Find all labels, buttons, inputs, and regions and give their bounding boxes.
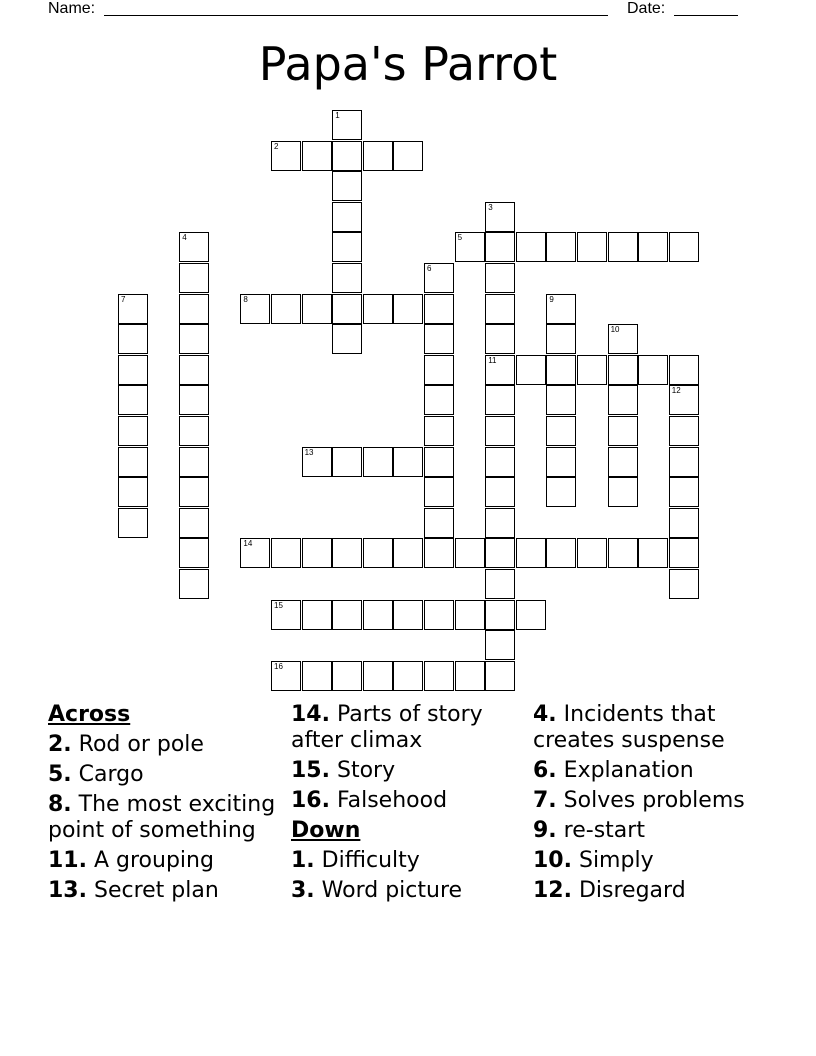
grid-cell[interactable] [179, 263, 209, 293]
grid-cell[interactable] [669, 385, 699, 415]
grid-cell[interactable] [608, 324, 638, 354]
clue-number: 7. [533, 788, 557, 813]
clue-text: A grouping [93, 848, 214, 873]
grid-cell[interactable] [240, 294, 270, 324]
clue-number: 9. [533, 818, 557, 843]
grid-cell[interactable] [332, 263, 362, 293]
cell-number: 8 [243, 294, 248, 304]
grid-cell[interactable] [302, 661, 332, 691]
grid-cell[interactable] [118, 355, 148, 385]
cell-number: 13 [304, 447, 314, 457]
clue-number: 4. [533, 702, 557, 727]
clue-across-13 [48, 878, 282, 904]
grid-cell[interactable] [179, 232, 209, 262]
grid-cell[interactable] [302, 141, 332, 171]
grid-cell[interactable] [455, 538, 485, 568]
grid-cell[interactable] [485, 263, 515, 293]
clue-number: 15. [291, 758, 330, 783]
grid-cell[interactable] [363, 447, 393, 477]
grid-cell[interactable] [332, 447, 362, 477]
clue-number: 5. [48, 762, 72, 787]
clue-number: 1. [291, 848, 315, 873]
grid-cell[interactable] [332, 171, 362, 201]
grid-cell[interactable] [118, 477, 148, 507]
grid-cell[interactable] [546, 477, 576, 507]
grid-cell[interactable] [332, 110, 362, 140]
cell-number: 3 [488, 202, 493, 212]
grid-cell[interactable] [332, 600, 362, 630]
grid-cell[interactable] [332, 294, 362, 324]
cell-number: 11 [488, 355, 497, 365]
grid-cell[interactable] [424, 355, 454, 385]
cell-number: 7 [121, 294, 126, 304]
clue-text: Rod or pole [78, 732, 204, 757]
clue-column-2 [291, 702, 525, 908]
cell-number: 5 [457, 233, 463, 243]
grid-cell[interactable] [393, 600, 423, 630]
grid-cell[interactable] [546, 447, 576, 477]
grid-cell[interactable] [424, 324, 454, 354]
date-label: Date: [627, 0, 666, 17]
clue-number: 16. [291, 788, 330, 813]
clue-number: 13. [48, 878, 87, 903]
grid-cell[interactable] [240, 538, 270, 568]
clue-text: Difficulty [321, 848, 420, 873]
grid-cell[interactable] [118, 324, 148, 354]
grid-cell[interactable] [424, 538, 454, 568]
grid-cell[interactable] [455, 661, 485, 691]
grid-cell[interactable] [485, 202, 515, 232]
grid-cell[interactable] [271, 661, 301, 691]
grid-cell[interactable] [546, 416, 576, 446]
grid-cell[interactable] [332, 324, 362, 354]
clue-down-12 [533, 878, 767, 904]
cell-number: 15 [274, 600, 283, 610]
grid-cell[interactable] [485, 661, 515, 691]
grid-cell[interactable] [179, 416, 209, 446]
clue-column-1 [48, 702, 282, 908]
grid-cell[interactable] [332, 661, 362, 691]
grid-cell[interactable] [179, 385, 209, 415]
grid-cell[interactable] [485, 324, 515, 354]
grid-cell[interactable] [179, 355, 209, 385]
clue-text: Incidents that creates suspense [533, 702, 725, 753]
grid-cell[interactable] [332, 232, 362, 262]
grid-cell[interactable] [608, 416, 638, 446]
grid-cell[interactable] [424, 263, 454, 293]
grid-cell[interactable] [424, 600, 454, 630]
grid-cell[interactable] [118, 385, 148, 415]
grid-cell[interactable] [118, 508, 148, 538]
grid-cell[interactable] [179, 538, 209, 568]
grid-cell[interactable] [302, 600, 332, 630]
grid-cell[interactable] [485, 508, 515, 538]
clue-text: Solves problems [563, 788, 745, 813]
cell-number: 16 [274, 661, 283, 671]
clue-text: Falsehood [336, 788, 448, 813]
name-label: Name: [48, 0, 96, 17]
grid-cell[interactable] [546, 232, 576, 262]
clue-text: Story [336, 758, 396, 783]
grid-cell[interactable] [118, 447, 148, 477]
grid-cell[interactable] [485, 294, 515, 324]
clue-across-14 [291, 702, 525, 754]
grid-cell[interactable] [577, 232, 607, 262]
grid-cell[interactable] [485, 385, 515, 415]
clue-text: Word picture [321, 878, 463, 903]
clue-text: Explanation [563, 758, 694, 783]
grid-cell[interactable] [332, 202, 362, 232]
grid-cell[interactable] [455, 600, 485, 630]
grid-cell[interactable] [424, 416, 454, 446]
grid-cell[interactable] [363, 294, 393, 324]
grid-cell[interactable] [638, 355, 668, 385]
grid-cell[interactable] [669, 508, 699, 538]
grid-cell[interactable] [669, 416, 699, 446]
grid-cell[interactable] [485, 232, 515, 262]
clue-down-4 [533, 702, 767, 754]
clue-number: 2. [48, 732, 72, 757]
grid-cell[interactable] [424, 385, 454, 415]
grid-cell[interactable] [577, 538, 607, 568]
clue-column-3 [533, 702, 767, 908]
grid-cell[interactable] [179, 508, 209, 538]
grid-cell[interactable] [179, 477, 209, 507]
grid-cell[interactable] [485, 569, 515, 599]
grid-cell[interactable] [271, 600, 301, 630]
grid-cell[interactable] [608, 385, 638, 415]
down-heading: Down [291, 818, 361, 843]
grid-cell[interactable] [424, 477, 454, 507]
grid-cell[interactable] [271, 141, 301, 171]
clue-across-8 [48, 792, 282, 844]
clue-text: Cargo [78, 762, 144, 787]
grid-cell[interactable] [516, 355, 546, 385]
cell-number: 12 [671, 386, 681, 396]
clue-text: The most exciting point of something [48, 792, 276, 843]
grid-cell[interactable] [485, 416, 515, 446]
grid-cell[interactable] [302, 447, 332, 477]
clue-down-3 [291, 878, 525, 904]
clue-down-6 [533, 758, 767, 784]
grid-cell[interactable] [546, 294, 576, 324]
grid-cell[interactable] [363, 538, 393, 568]
cell-number: 4 [182, 233, 187, 243]
grid-cell[interactable] [669, 477, 699, 507]
grid-cell[interactable] [608, 232, 638, 262]
grid-cell[interactable] [516, 600, 546, 630]
grid-cell[interactable] [393, 447, 423, 477]
grid-cell[interactable] [424, 661, 454, 691]
grid-cell[interactable] [546, 385, 576, 415]
clue-across-11 [48, 848, 282, 874]
cell-number: 14 [243, 539, 253, 549]
grid-cell[interactable] [485, 600, 515, 630]
grid-cell[interactable] [179, 324, 209, 354]
grid-cell[interactable] [393, 661, 423, 691]
clue-number: 11. [48, 848, 87, 873]
clue-text: Secret plan [93, 878, 219, 903]
grid-cell[interactable] [179, 569, 209, 599]
grid-cell[interactable] [363, 600, 393, 630]
page-title: Papa's Parrot [258, 37, 558, 91]
grid-cell[interactable] [608, 477, 638, 507]
grid-cell[interactable] [608, 447, 638, 477]
grid-cell[interactable] [271, 294, 301, 324]
grid-cell[interactable] [393, 141, 423, 171]
grid-cell[interactable] [638, 538, 668, 568]
grid-cell[interactable] [302, 538, 332, 568]
grid-cell[interactable] [424, 294, 454, 324]
cell-number: 9 [549, 294, 554, 304]
clue-text: re-start [563, 818, 645, 843]
grid-cell[interactable] [332, 141, 362, 171]
grid-cell[interactable] [669, 447, 699, 477]
clue-text: Parts of story after climax [291, 702, 483, 753]
grid-cell[interactable] [424, 447, 454, 477]
clue-across-2 [48, 732, 282, 758]
grid-cell[interactable] [485, 355, 515, 385]
grid-cell[interactable] [455, 232, 485, 262]
grid-cell[interactable] [118, 416, 148, 446]
grid-cell[interactable] [179, 294, 209, 324]
grid-cell[interactable] [516, 538, 546, 568]
clue-down-1 [291, 848, 525, 874]
grid-cell[interactable] [577, 355, 607, 385]
grid-cell[interactable] [546, 538, 576, 568]
clue-across-5 [48, 762, 282, 788]
grid-cell[interactable] [546, 324, 576, 354]
clue-down-7 [533, 788, 767, 814]
grid-cell[interactable] [546, 355, 576, 385]
grid-cell[interactable] [332, 538, 362, 568]
cell-number: 2 [274, 141, 279, 151]
grid-cell[interactable] [608, 355, 638, 385]
grid-cell[interactable] [669, 355, 699, 385]
grid-cell[interactable] [302, 294, 332, 324]
grid-cell[interactable] [363, 141, 393, 171]
grid-cell[interactable] [669, 569, 699, 599]
clue-number: 10. [533, 848, 572, 873]
grid-cell[interactable] [179, 447, 209, 477]
grid-cell[interactable] [271, 538, 301, 568]
cell-number: 10 [610, 325, 620, 335]
clue-number: 3. [291, 878, 315, 903]
grid-cell[interactable] [118, 294, 148, 324]
clue-text: Disregard [578, 878, 686, 903]
grid-cell[interactable] [485, 630, 515, 660]
cell-number: 1 [335, 111, 340, 120]
clue-number: 6. [533, 758, 557, 783]
grid-cell[interactable] [424, 508, 454, 538]
grid-cell[interactable] [485, 538, 515, 568]
grid-cell[interactable] [485, 447, 515, 477]
clue-number: 8. [48, 792, 72, 817]
grid-cell[interactable] [363, 661, 393, 691]
clue-across-15 [291, 758, 525, 784]
grid-cell[interactable] [393, 294, 423, 324]
grid-cell[interactable] [485, 477, 515, 507]
grid-cell[interactable] [669, 538, 699, 568]
grid-cell[interactable] [638, 232, 668, 262]
clue-down-10 [533, 848, 767, 874]
grid-cell[interactable] [608, 538, 638, 568]
across-heading: Across [48, 702, 131, 727]
grid-cell[interactable] [516, 232, 546, 262]
clue-text: Simply [578, 848, 654, 873]
clue-across-16 [291, 788, 525, 814]
clue-down-9 [533, 818, 767, 844]
grid-cell[interactable] [393, 538, 423, 568]
clue-number: 14. [291, 702, 330, 727]
grid-cell[interactable] [669, 232, 699, 262]
clue-number: 12. [533, 878, 572, 903]
cell-number: 6 [427, 264, 432, 273]
